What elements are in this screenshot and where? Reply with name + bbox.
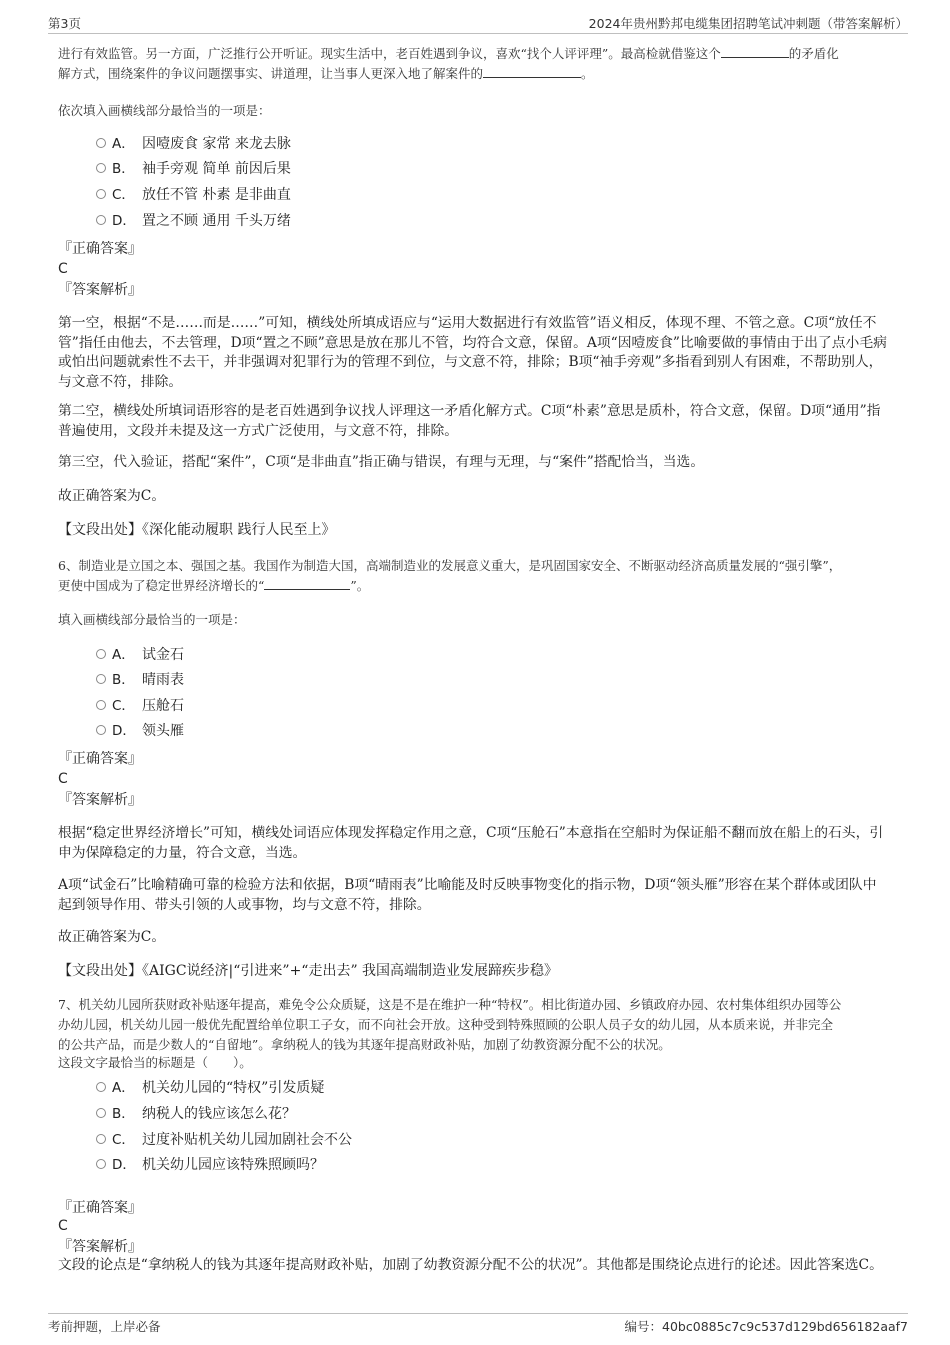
radio-icon[interactable] [96,1159,106,1169]
q6-answer: C [58,771,68,787]
footer-slogan: 考前押题，上岸必备 [48,1319,161,1334]
q5-stem-line1: 进行有效监管。另一方面，广泛推行公开听证。现实生活中，老百姓遇到争议，喜欢“找个人评评理”。最高检就借鉴这个 的矛盾化 [58,46,839,61]
page-footer [48,1313,908,1337]
q5-blank-3 [483,64,581,78]
q5-option-d[interactable]: D． 置之不顾 通用 千头万绪 [96,210,291,232]
q5-stem [58,44,898,84]
radio-icon[interactable] [96,215,106,225]
q5-analysis-para-3: 第三空，代入验证，搭配“案件”，C项“是非曲直”指正确与错误，有理与无理，与“案件”搭配恰当，当选。 [58,454,705,470]
q6-option-b[interactable]: B． 晴雨表 [96,669,184,691]
q6-option-a[interactable]: A． 试金石 [96,644,184,666]
q6-analysis-label: 『答案解析』 [58,792,142,808]
q5-analysis-label: 『答案解析』 [58,282,142,298]
q5-answer: C [58,261,68,277]
radio-icon[interactable] [96,725,106,735]
q6-source: 【文段出处】《AIGC说经济|“引进来”+“走出去” 我国高端制造业发展蹄疾步稳》 [58,963,559,979]
radio-icon[interactable] [96,163,106,173]
q6-prompt: 填入画横线部分最恰当的一项是： [58,612,246,627]
q7-analysis-para-1: 文段的论点是“拿纳税人的钱为其逐年提高财政补贴，加剧了幼教资源分配不公的状况”。其他都是围绕论点进行的论述。因此答案选C。 [58,1257,883,1273]
q6-stem [58,556,898,596]
q5-stem-line2: 解方式，围绕案件的争议问题摆事实、讲道理，让当事人更深入地了解案件的 。 [58,66,594,81]
q7-analysis-label: 『答案解析』 [58,1239,142,1255]
document-title: 2024年贵州黔邦电缆集团招聘笔试冲刺题（带答案解析） [588,16,908,31]
radio-icon[interactable] [96,1082,106,1092]
q7-option-c[interactable]: C． 过度补贴机关幼儿园加剧社会不公 [96,1129,352,1151]
q5-analysis-para-2: 第二空，横线处所填词语形容的是老百姓遇到争议找人评理这一矛盾化解方式。C项“朴素”意思是质朴，符合文意，保留。D项“通用”指普遍使用，文段并未提及这一方式广泛使用，与文意不符，排除。 [58,403,881,439]
q6-analysis-para-3: 故正确答案为C。 [58,929,166,945]
q7-option-d[interactable]: D． 机关幼儿园应该特殊照顾吗？ [96,1154,324,1176]
q7-stem [58,995,903,1055]
radio-icon[interactable] [96,1108,106,1118]
q5-analysis-para-1: 第一空，根据“不是……而是……”可知，横线处所填成语应与“运用大数据进行有效监管”语义相反，体现不理、不管之意。C项“放任不管”指任由他去，不去管理，D项“置之不顾”意思是放在那儿不管，均符合文意，保留。A项“因噎废食”比喻要做的事情由于出了点小毛病或怕出问题就索性不去干，并非强调对犯罪行为的管理不到位，与文意不符，排除；B项“袖手旁观”多指看到别人有困难，不帮助别人，与文意不符，排除。 [58,315,887,390]
radio-icon[interactable] [96,674,106,684]
q7-prompt: 这段文字最恰当的标题是（ ）。 [58,1055,252,1070]
q5-blank-2 [721,44,789,58]
radio-icon[interactable] [96,189,106,199]
q6-analysis-para-1: 根据“稳定世界经济增长”可知，横线处词语应体现发挥稳定作用之意，C项“压舱石”本意指在空船时为保证船不翻而放在船上的石头，引申为保障稳定的力量，符合文意，当选。 [58,825,884,861]
q6-answer-label: 『正确答案』 [58,751,142,767]
radio-icon[interactable] [96,138,106,148]
q6-option-c[interactable]: C． 压舱石 [96,695,184,717]
q6-blank [264,576,350,590]
q7-stem-line3: 的公共产品，而是少数人的“自留地”。拿纳税人的钱为其逐年提高财政补贴，加剧了幼教资源分配不公的状况。 [58,1037,671,1052]
radio-icon[interactable] [96,700,106,710]
q5-source: 【文段出处】《深化能动履职 践行人民至上》 [58,522,336,538]
q7-option-a[interactable]: A． 机关幼儿园的“特权”引发质疑 [96,1077,324,1099]
q7-answer: C [58,1218,68,1234]
q6-option-d[interactable]: D． 领头雁 [96,720,184,742]
q6-analysis-para-2: A项“试金石”比喻精确可靠的检验方法和依据，B项“晴雨表”比喻能及时反映事物变化的指示物，D项“领头雁”形容在某个群体或团队中起到领导作用、带头引领的人或事物，均与文意不符，排除。 [58,877,877,913]
q7-stem-line2: 办幼儿园，机关幼儿园一般优先配置给单位职工子女，而不向社会开放。这种受到特殊照顾的公职人员子女的幼儿园，从本质来说，并非完全 [58,1017,834,1032]
q5-option-c[interactable]: C． 放任不管 朴素 是非曲直 [96,184,291,206]
radio-icon[interactable] [96,649,106,659]
q7-answer-label: 『正确答案』 [58,1200,142,1216]
page-number: 第3页 [48,16,81,31]
q6-stem-line2: 更使中国成为了稳定世界经济增长的“ ”。 [58,578,370,593]
q5-option-b[interactable]: B． 袖手旁观 简单 前因后果 [96,158,291,180]
q7-option-b[interactable]: B． 纳税人的钱应该怎么花？ [96,1103,296,1125]
q5-prompt: 依次填入画横线部分最恰当的一项是： [58,103,271,118]
q7-stem-line1: 7、机关幼儿园所获财政补贴逐年提高，难免令公众质疑，这是不是在维护一种“特权”。相比街道办园、乡镇政府办园、农村集体组织办园等公 [58,997,842,1012]
radio-icon[interactable] [96,1134,106,1144]
page-header [48,12,908,34]
q5-option-a[interactable]: A． 因噎废食 家常 来龙去脉 [96,133,291,155]
q5-answer-label: 『正确答案』 [58,241,142,257]
q5-analysis-para-4: 故正确答案为C。 [58,488,166,504]
q6-stem-line1: 6、制造业是立国之本、强国之基。我国作为制造大国，高端制造业的发展意义重大，是巩固国家安全、不断驱动经济高质量发展的“强引擎”， [58,558,842,573]
document-code: 编号：40bc0885c7c9c537d129bd656182aaf7 [624,1319,908,1334]
